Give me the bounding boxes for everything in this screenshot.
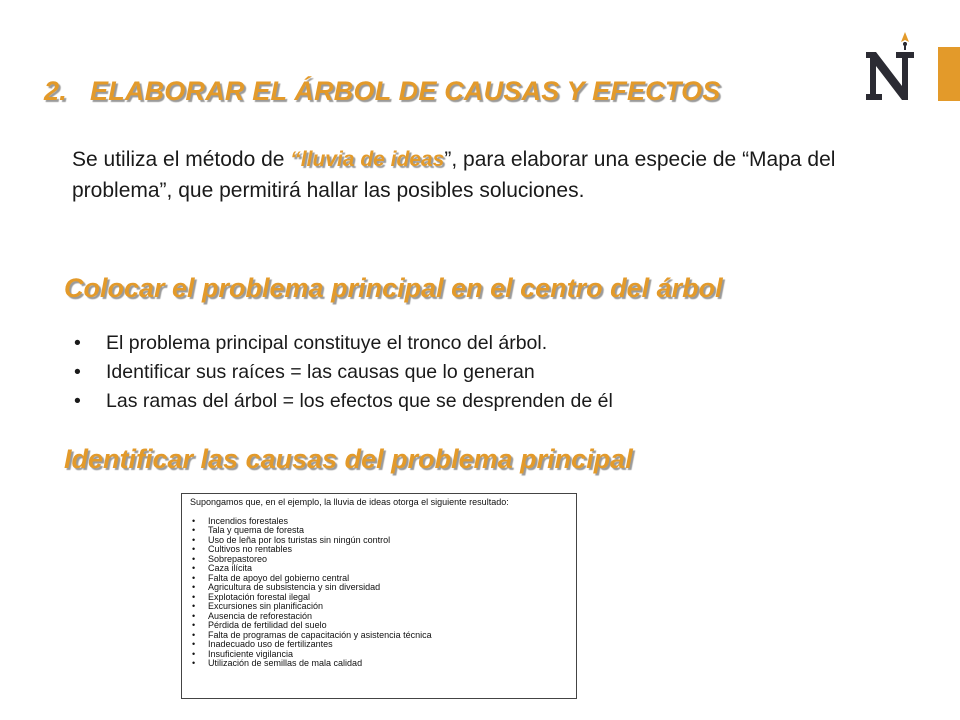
cause-item: • Cultivos no rentables — [190, 545, 568, 555]
university-logo — [862, 28, 924, 104]
causes-list — [190, 517, 568, 669]
cause-item: • Agricultura de subsistencia y sin diversidad — [190, 583, 568, 593]
cause-item: • Ausencia de reforestación — [190, 612, 568, 622]
bullet-text: El problema principal constituye el tronco del árbol. — [106, 332, 548, 354]
bullet-icon: • — [74, 332, 81, 354]
cause-item: • Sobrepastoreo — [190, 555, 568, 565]
example-box — [181, 493, 577, 699]
cause-item: • Explotación forestal ilegal — [190, 593, 568, 603]
cause-item: • Uso de leña por los turistas sin ningún control — [190, 536, 568, 546]
cause-item: • Tala y quema de foresta — [190, 526, 568, 536]
section2-title: Identificar las causas del problema principal — [64, 444, 633, 474]
cause-item: • Excursiones sin planificación — [190, 602, 568, 612]
bullet-icon: • — [74, 361, 81, 383]
cause-item: • Falta de apoyo del gobierno central — [190, 574, 568, 584]
bullet-item — [72, 329, 613, 358]
bullet-item — [72, 358, 613, 387]
section1-title: Colocar el problema principal en el centro del árbol — [64, 273, 723, 303]
accent-bar — [938, 47, 960, 101]
intro-highlight: “lluvia de ideas — [290, 148, 445, 171]
bullet-icon: • — [74, 390, 81, 412]
heading-number: 2. — [44, 76, 67, 106]
cause-item: • Falta de programas de capacitación y asistencia técnica — [190, 631, 568, 641]
cause-item: • Pérdida de fertilidad del suelo — [190, 621, 568, 631]
section1-bullets — [72, 329, 613, 416]
bullet-item — [72, 387, 613, 416]
main-heading — [44, 76, 721, 107]
bullet-text: Las ramas del árbol = los efectos que se desprenden de él — [106, 390, 613, 412]
cause-item: • Caza ilícita — [190, 564, 568, 574]
intro-paragraph — [72, 144, 852, 206]
example-intro: Supongamos que, en el ejemplo, la lluvia de ideas otorga el siguiente resultado: — [190, 497, 509, 507]
cause-item: • Insuficiente vigilancia — [190, 650, 568, 660]
intro-after: ”, para elaborar una especie de “Mapa del problema”, que permitirá hallar las posibles soluciones. — [72, 148, 836, 202]
intro-before: Se utiliza el método de — [72, 148, 291, 171]
cause-item: • Inadecuado uso de fertilizantes — [190, 640, 568, 650]
bullet-text: Identificar sus raíces = las causas que lo generan — [106, 361, 535, 383]
cause-item: • Utilización de semillas de mala calidad — [190, 659, 568, 669]
heading-text: ELABORAR EL ÁRBOL DE CAUSAS Y EFECTOS — [90, 76, 721, 106]
cause-item: • Incendios forestales — [190, 517, 568, 527]
